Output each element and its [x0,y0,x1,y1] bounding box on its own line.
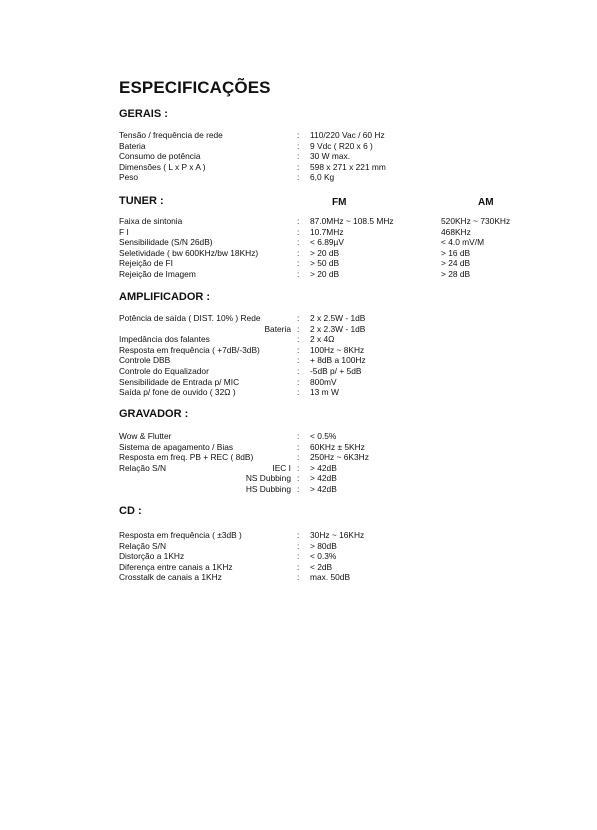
spec-value: 60KHz ± 5KHz [310,441,365,452]
spec-value-fm: > 20 dB [310,268,340,279]
spec-row: Controle DBB : + 8dB a 100Hz [119,355,366,366]
spec-table-gerais [119,130,579,183]
spec-label: Relação S/N [119,540,167,551]
spec-value: 2 x 2.5W - 1dB [310,313,366,323]
spec-label: Crosstalk de canais a 1KHz [119,572,222,583]
spec-value: 250Hz ~ 6K3Hz [310,452,369,463]
spec-value: 9 Vdc ( R20 x 6 ) [310,140,373,151]
spec-value: 13 m W [310,387,339,398]
spec-value: > 42dB [310,483,337,494]
spec-value: < 0.3% [310,551,337,562]
spec-row: Sensibilidade de Entrada p/ MIC : 800mV [119,376,337,387]
spec-label: Resposta em freq. PB + REC ( 8dB) [119,452,254,463]
spec-label: Rejeição de Imagem [119,268,196,279]
spec-value: max. 50dB [310,572,351,583]
spec-value-am: > 16 dB [441,247,471,258]
spec-label: Faixa de sintonia [119,216,183,226]
spec-label: Sensibilidade (S/N 26dB) [119,237,213,248]
spec-row: Sensibilidade (S/N 26dB) : < 6.89µV < 4.0 mV/M [119,237,485,248]
spec-label: Seletividade ( bw 600KHz/bw 18KHz) [119,247,259,258]
spec-label: Bateria [264,323,291,334]
spec-value-am: > 28 dB [441,268,471,279]
spec-row: Saída p/ fone de ouvido ( 32Ω ) : 13 m W [119,387,339,398]
spec-row: Peso : 6,0 Kg [119,172,335,183]
column-header-am: AM [478,197,494,208]
spec-value: 100Hz ~ 8KHz [310,344,365,355]
spec-value: > 42dB [310,473,337,484]
spec-value-am: > 24 dB [441,258,471,269]
spec-value: + 8dB a 100Hz [310,355,366,366]
spec-row: Relação S/N IEC I : > 42dB [119,462,337,473]
spec-value: 2 x 2.3W - 1dB [310,323,366,334]
spec-row: Bateria : 9 Vdc ( R20 x 6 ) [119,140,373,151]
spec-label: Tensão / frequência de rede [119,130,223,140]
spec-value-fm: < 6.89µV [310,237,344,248]
spec-label: Sensibilidade de Entrada p/ MIC [119,376,240,387]
spec-label: Distorção a 1KHz [119,551,185,562]
spec-label: Relação S/N [119,462,167,473]
spec-value: 2 x 4Ω [310,334,335,345]
spec-label: Potência de saída ( DIST. 10% ) Rede [119,313,261,323]
spec-table-amplificador [119,313,579,398]
spec-value: > 42dB [310,462,337,473]
spec-row: Crosstalk de canais a 1KHz : max. 50dB [119,572,351,583]
spec-row: Faixa de sintonia : 87.0MHz ~ 108.5 MHz 520KHz ~ 730KHz [119,216,511,226]
spec-value-am: 468KHz [441,226,471,237]
section-heading-gravador: GRAVADOR : [119,408,189,420]
spec-value: < 2dB [310,561,333,572]
spec-value-am: < 4.0 mV/M [441,237,485,248]
spec-label: Impedância dos falantes [119,334,210,345]
spec-label: Resposta em frequência ( ±3dB ) [119,530,242,540]
spec-label: F I [119,226,129,237]
section-heading-tuner: TUNER : [119,195,164,207]
spec-row: NS Dubbing : > 42dB [245,473,337,484]
spec-label: Peso [119,172,139,183]
spec-sublabel: IEC I [272,462,291,473]
spec-label: Controle DBB [119,355,171,366]
spec-row: Rejeição de Imagem : > 20 dB > 28 dB [119,268,471,279]
spec-row: Seletividade ( bw 600KHz/bw 18KHz) : > 20 dB > 16 dB [119,247,471,258]
spec-label: Dimensões ( L x P x A ) [119,161,206,172]
column-header-fm: FM [332,197,347,208]
spec-label: Wow & Flutter [119,431,172,441]
spec-row: Rejeição de FI : > 50 dB > 24 dB [119,258,471,269]
spec-label: Bateria [119,140,146,151]
spec-label: HS Dubbing [245,483,291,494]
spec-label: Diferença entre canais a 1KHz [119,561,233,572]
section-heading-cd: CD : [119,505,142,517]
spec-row: Controle do Equalizador : -5dB p/ + 5dB [119,365,362,376]
spec-row: Resposta em frequência ( ±3dB ) : 30Hz ~ 16KHz [119,530,365,540]
spec-label: Resposta em frequência ( +7dB/-3dB) [119,344,260,355]
spec-row: Diferença entre canais a 1KHz : < 2dB [119,561,333,572]
spec-table-gravador [119,431,579,495]
spec-row: Resposta em freq. PB + REC ( 8dB) : 250Hz ~ 6K3Hz [119,452,369,463]
spec-value: 6,0 Kg [310,172,335,183]
spec-table-tuner [119,216,579,280]
spec-row: Consumo de potência : 30 W max. [119,151,351,162]
spec-label: Rejeição de FI [119,258,173,269]
spec-value: 110/220 Vac / 60 Hz [310,130,385,140]
spec-value: 800mV [310,376,337,387]
page-title: ESPECIFICAÇÕES [119,78,271,97]
spec-label: Consumo de potência [119,151,201,162]
spec-value: 30Hz ~ 16KHz [310,530,365,540]
spec-value: -5dB p/ + 5dB [310,365,362,376]
spec-row: Impedância dos falantes : 2 x 4Ω [119,334,335,345]
spec-value-fm: > 20 dB [310,247,340,258]
spec-value: 598 x 271 x 221 mm [310,161,386,172]
spec-row: Resposta em frequência ( +7dB/-3dB) : 100Hz ~ 8KHz [119,344,365,355]
spec-value: < 0.5% [310,431,337,441]
spec-row: Tensão / frequência de rede : 110/220 Vac / 60 Hz [119,130,385,140]
spec-label: NS Dubbing [245,473,291,484]
spec-value-fm: 87.0MHz ~ 108.5 MHz [310,216,394,226]
spec-label: Saída p/ fone de ouvido ( 32Ω ) [119,387,236,398]
spec-value-am: 520KHz ~ 730KHz [441,216,511,226]
spec-row: Relação S/N : > 80dB [119,540,337,551]
section-heading-gerais: GERAIS : [119,108,168,120]
spec-row: Potência de saída ( DIST. 10% ) Rede : 2 x 2.5W - 1dB [119,313,366,323]
spec-row: HS Dubbing : > 42dB [245,483,337,494]
spec-value-fm: 10.7MHz [310,226,344,237]
spec-row: Distorção a 1KHz : < 0.3% [119,551,337,562]
spec-row: Bateria : 2 x 2.3W - 1dB [264,323,366,334]
spec-label: Controle do Equalizador [119,365,209,376]
spec-value-fm: > 50 dB [310,258,340,269]
spec-row: Dimensões ( L x P x A ) : 598 x 271 x 221 mm [119,161,386,172]
spec-label: Sistema de apagamento / Bias [119,441,234,452]
spec-table-cd [119,530,579,583]
spec-value: 30 W max. [310,151,351,162]
spec-value: > 80dB [310,540,337,551]
spec-row: Wow & Flutter : < 0.5% [119,431,337,441]
spec-row: Sistema de apagamento / Bias : 60KHz ± 5KHz [119,441,365,452]
spec-row: F I : 10.7MHz 468KHz [119,226,471,237]
section-heading-amplificador: AMPLIFICADOR : [119,291,211,303]
